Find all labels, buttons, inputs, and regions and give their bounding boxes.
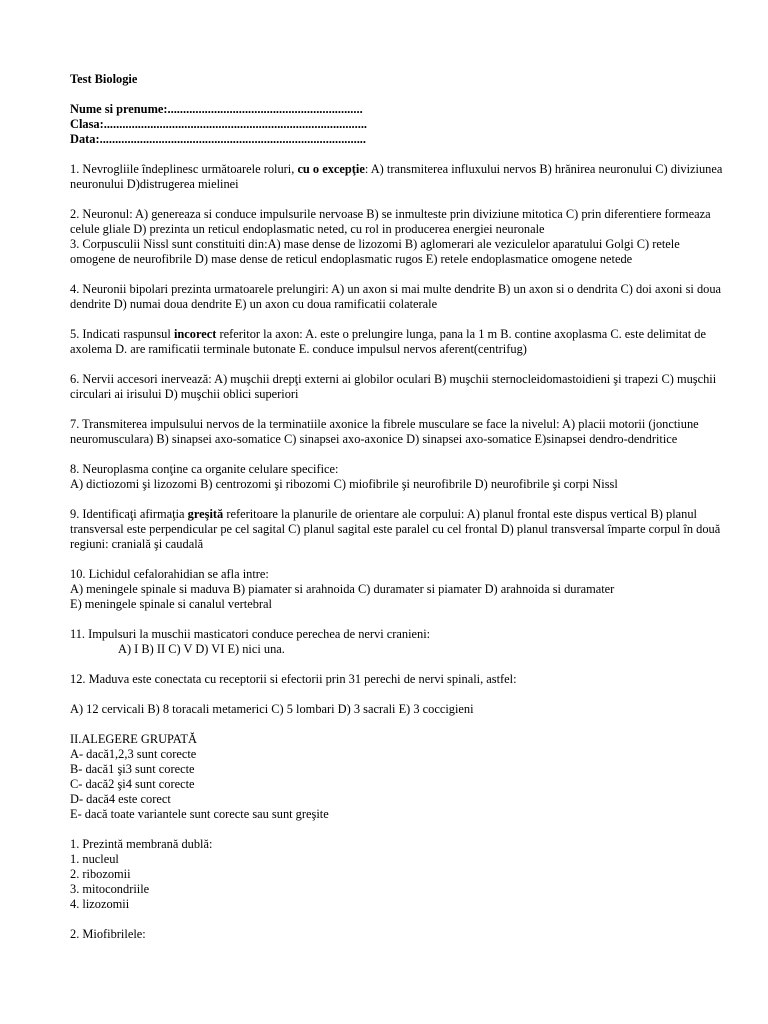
question-12: [70, 672, 728, 717]
question-answers: A) dictiozomi şi lizozomi B) centrozomi şi ribozomi C) miofibrile şi neurofibrile D) neurofibrile şi corpi Nissl: [70, 477, 618, 491]
question-text: : A) transmiterea influxului nervos B) hrănirea neuronului C) diviziunea neuronului D)distrugerea mielinei: [70, 162, 723, 191]
question-text: 1. Nevrogliile îndeplinesc următoarele roluri,: [70, 162, 298, 176]
question-9: [70, 507, 728, 552]
question-emphasis: greşită: [187, 507, 224, 521]
section-title: II.ALEGERE GRUPATĂ: [70, 732, 197, 746]
grouped-question-1: [70, 837, 728, 912]
question-2: 2. Neuronul: A) genereaza si conduce impulsurile nervoase B) se inmulteste prin diviziune mitotica C) prin diferentiere formeaza celule gliale D) prezinta un reticul endoplasmatic neted, cu rol in producerea energiei neuronale: [70, 207, 711, 236]
grouped-question-2: 2. Miofibrilele:: [70, 927, 146, 941]
question-5: [70, 327, 728, 357]
class-field: Clasa:.....................................................................................: [70, 117, 368, 131]
question-text: referitor la axon: A. este o prelungire lunga, pana la 1 m B. contine axoplasma C. este delimitat de axolema D. are ramificatii terminale butonate E. conduce impulsul nervos aferent(centrifug): [70, 327, 706, 356]
question-emphasis: cu o excepţie: [297, 162, 365, 176]
option-legend-b: B- dacă1 şi3 sunt corecte: [70, 762, 195, 776]
list-item: 4. lizozomii: [70, 897, 130, 911]
header-fields: [70, 102, 728, 147]
question-answers: A) I B) II C) V D) VI E) nici una.: [118, 642, 285, 656]
question-7: 7. Transmiterea impulsului nervos de la terminatiile axonice la fibrele musculare se face la nivelul: A) placii motorii (jonctiune neuromusculara) B) sinapsei axo-somatice C) sinapsei axo-axonice D) sinapsei axo-somatice E)sinapsei dendro-dendritice: [70, 417, 699, 446]
option-legend-e: E- dacă toate variantele sunt corecte sau sunt greşite: [70, 807, 329, 821]
list-item: 1. nucleul: [70, 852, 119, 866]
question-text: 12. Maduva este conectata cu receptorii si efectorii prin 31 perechi de nervi spinali, astfel:: [70, 672, 517, 686]
question-11: [70, 627, 728, 657]
question-text: 10. Lichidul cefalorahidian se afla intre:: [70, 567, 269, 581]
question-4: 4. Neuronii bipolari prezinta urmatoarele prelungiri: A) un axon si mai multe dendrite B) un axon si o dendrita C) doi axoni si doua dendrite D) numai doua dendrite E) un axon cu doua ramificatii colaterale: [70, 282, 722, 311]
question-text: 11. Impulsuri la muschii masticatori conduce perechea de nervi cranieni:: [70, 627, 431, 641]
question-text: 9. Identificaţi afirmaţia: [70, 507, 188, 521]
question-1: [70, 162, 728, 192]
question-text: 8. Neuroplasma conţine ca organite celulare specifice:: [70, 462, 339, 476]
date-field: Data:......................................................................................: [70, 132, 366, 146]
section-grouped-choice: [70, 732, 728, 822]
question-10: [70, 567, 728, 612]
question-6: 6. Nervii accesori inervează: A) muşchii drepţi externi ai globilor oculari B) muşchii sternocleidomastoidieni şi trapezi C) muşchii circulari ai irisului D) muşchii oblici superiori: [70, 372, 717, 401]
option-legend-c: C- dacă2 şi4 sunt corecte: [70, 777, 195, 791]
question-answers: A) meningele spinale si maduva B) piamater si arahnoida C) duramater si piamater D) arahnoida si duramater: [70, 582, 615, 596]
list-item: 2. ribozomii: [70, 867, 131, 881]
name-field: Nume si prenume:...............................................................: [70, 102, 363, 116]
question-emphasis: incorect: [173, 327, 217, 341]
document-title: Test Biologie: [70, 72, 138, 86]
question-3: 3. Corpusculii Nissl sunt constituiti din:A) mase dense de lizozomi B) aglomerari ale veziculelor aparatului Golgi C) retele omogene de neurofibrile D) mase dense de reticul endoplasmatic rugos E) retele endoplasmatice omogene netede: [70, 237, 680, 266]
question-text: referitoare la planurile de orientare ale corpului: A) planul frontal este dispus vertical B) planul transversal este perpendicular pe cel sagital C) planul sagital este paralel cu cel frontal D) planul transversal împarte corpul în două regiuni: cranială şi caudală: [70, 507, 721, 551]
question-answers: A) 12 cervicali B) 8 toracali metamerici C) 5 lombari D) 3 sacrali E) 3 coccigieni: [70, 702, 474, 716]
question-text: 1. Prezintă membrană dublă:: [70, 837, 213, 851]
list-item: 3. mitocondriile: [70, 882, 150, 896]
option-legend-d: D- dacă4 este corect: [70, 792, 171, 806]
option-legend-a: A- dacă1,2,3 sunt corecte: [70, 747, 197, 761]
question-8: [70, 462, 728, 492]
question-text: 5. Indicati raspunsul: [70, 327, 174, 341]
question-answers: E) meningele spinale si canalul vertebral: [70, 597, 272, 611]
